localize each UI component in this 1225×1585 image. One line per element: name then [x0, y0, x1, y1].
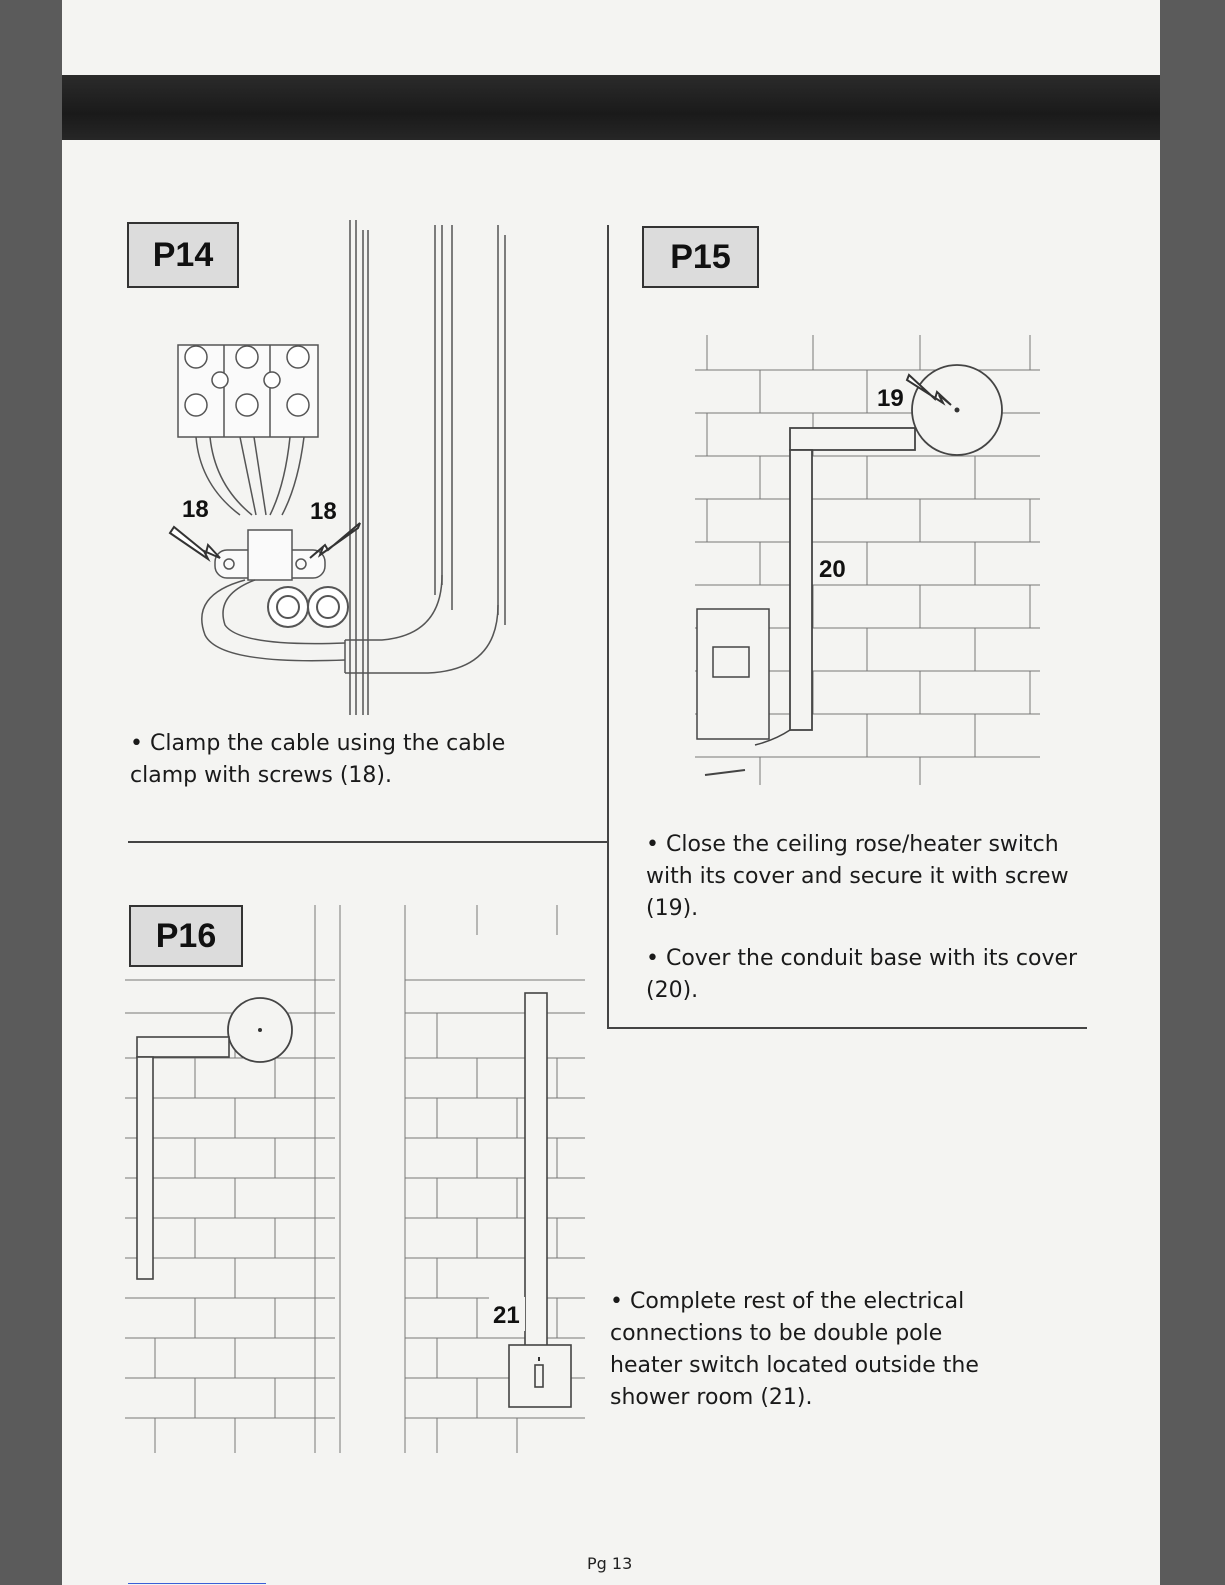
- p15-instruction-2: • Cover the conduit base with its cover (20).: [646, 946, 1078, 1003]
- callout-18-left: 18: [182, 496, 209, 523]
- header-bar: [62, 75, 1160, 140]
- page-number: Pg 13: [587, 1554, 633, 1573]
- p15-instruction-1: • Close the ceiling rose/heater switch with its cover and secure it with screw (19).: [646, 832, 1069, 921]
- p14-illustration: [160, 215, 540, 720]
- divider-right: [607, 1027, 1087, 1029]
- p16-instruction: • Complete rest of the electrical connections to be double pole heater switch located outside the shower room (21).: [610, 1289, 979, 1410]
- p14-instruction: • Clamp the cable using the cable clamp with screws (18).: [130, 731, 506, 788]
- step-tag-p15: P15: [642, 226, 759, 288]
- callout-21: 21: [493, 1302, 520, 1329]
- step-tag-p14: P14: [127, 222, 239, 288]
- callout-19: 19: [877, 385, 904, 412]
- divider-left: [128, 841, 608, 843]
- step-tag-p16: P16: [129, 905, 243, 967]
- p15-illustration: [695, 325, 1045, 795]
- p16-illustration: [125, 905, 595, 1453]
- footer-link-underline: [128, 1583, 266, 1584]
- p15-instructions: [646, 829, 1096, 1025]
- divider-vertical: [607, 225, 609, 1028]
- callout-18-right: 18: [310, 498, 337, 525]
- callout-20: 20: [819, 556, 846, 583]
- brick-wall-left: [125, 905, 340, 1453]
- heater-switch: [509, 1345, 571, 1407]
